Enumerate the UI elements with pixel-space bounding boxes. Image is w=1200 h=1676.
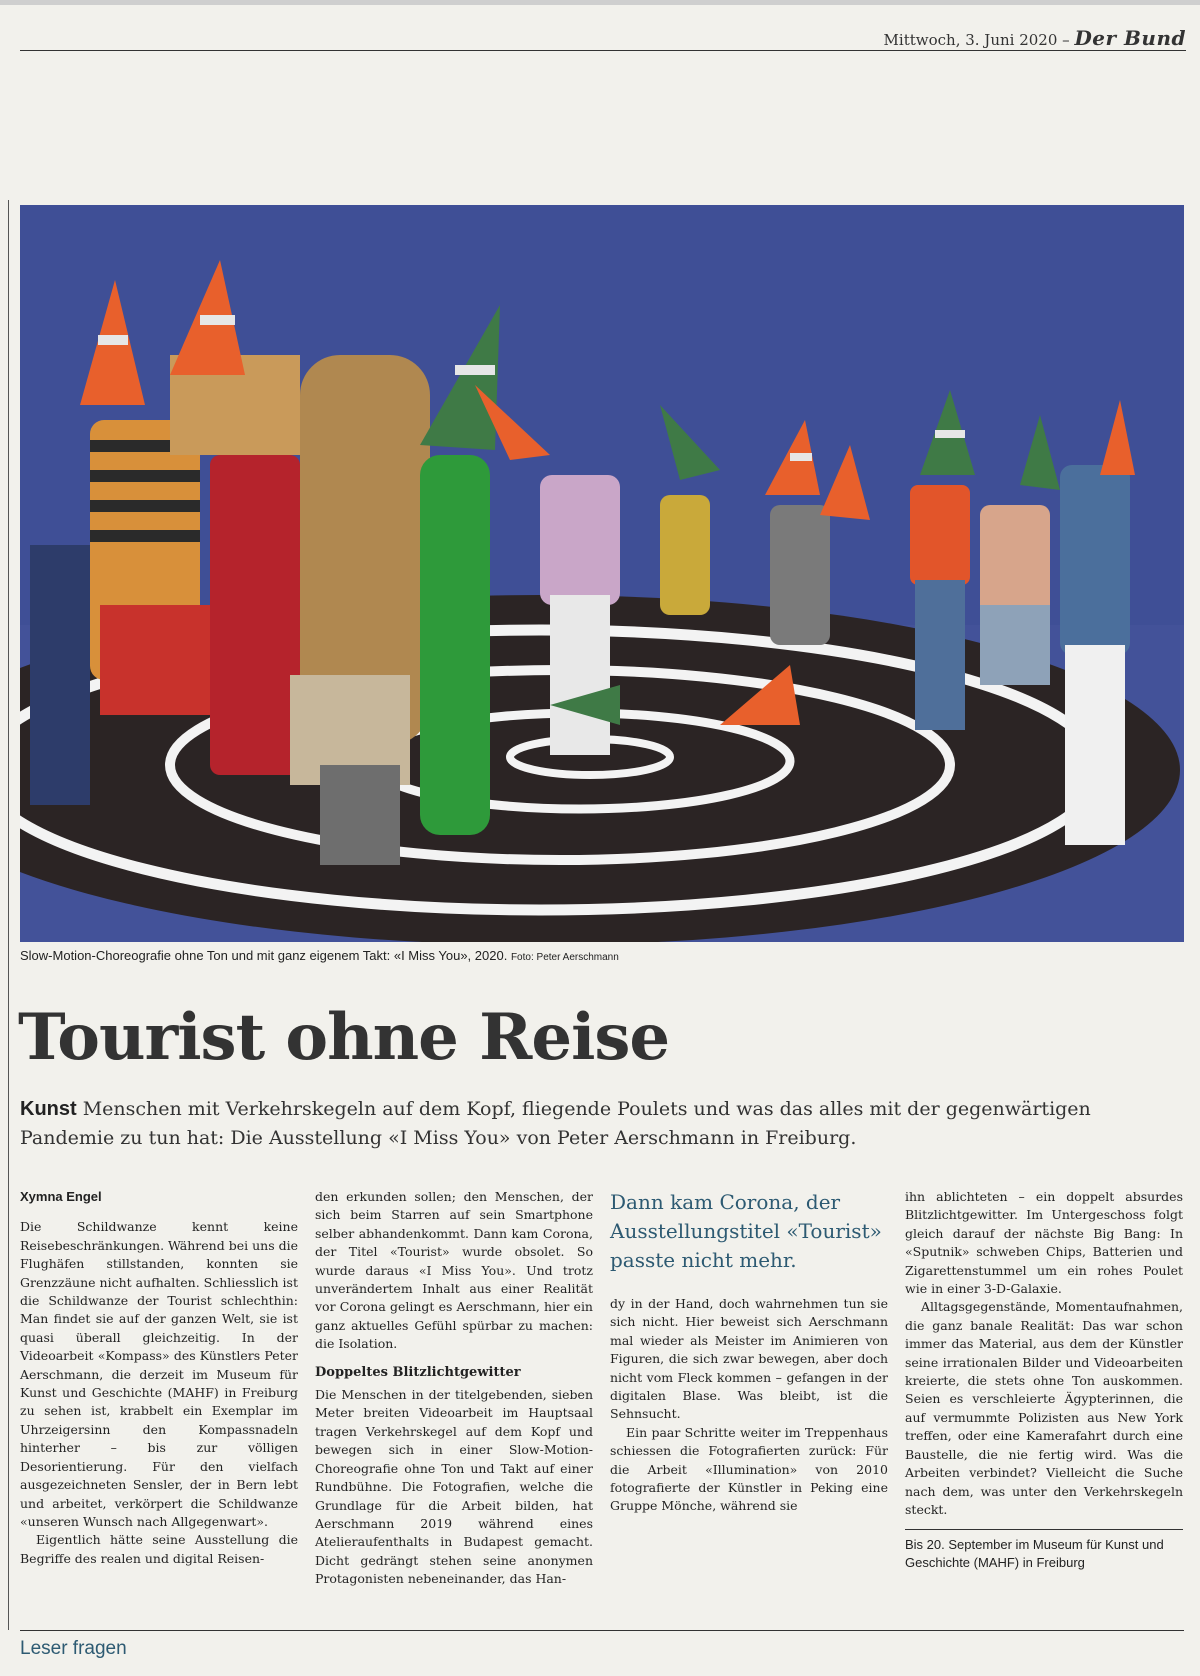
issue-date: Mittwoch, 3. Juni 2020 <box>883 31 1058 49</box>
header-dateline <box>884 26 1186 50</box>
figure-shirtless <box>980 505 1050 615</box>
article-headline: Tourist ohne Reise <box>18 1000 670 1075</box>
figure-green-suit <box>420 455 490 835</box>
next-section-label: Leser fragen <box>20 1638 127 1659</box>
article-column-4 <box>905 1188 1183 1572</box>
exhibition-info-box: Bis 20. September im Museum für Kunst und Geschichte (MAHF) in Freiburg <box>905 1529 1183 1572</box>
figure-red-tracksuit <box>210 455 300 775</box>
article-column-3 <box>610 1188 888 1516</box>
body-paragraph: Ein paar Schritte weiter im Treppenhaus schiessen die Fotografierten zurück: Für die Arbeit «Illumination» von 2010 fotografierte der Künstler in Peking eine Gruppe Mönche, während sie <box>610 1424 888 1514</box>
body-paragraph: Alltagsgegenstände, Momentaufnahmen, die ganz banale Realität: Das war schon immer das Material, aus dem der Künstler seine irrationalen Bilder und Videoarbeiten kreierte, die stets ohne Ton auskommen. Seien es verschleierte Ägypterinnen, die auf vermummte Polizisten aus New York treffen, oder eine Kamerafahrt durch eine Baustelle, die nie fertig wird. Was die Arbeiten verbindet? Vielleicht die Suche nach dem, was unter den Verkehrskegeln steckt. <box>905 1299 1183 1517</box>
article-column-1 <box>20 1188 298 1568</box>
article-photo <box>20 205 1184 942</box>
figure-grey-jacket <box>770 505 830 645</box>
body-paragraph: ihn ablichteten – ein doppelt absurdes Blitzlichtgewitter. Im Untergeschoss folgt gleich darauf der nächste Big Bang: In «Sputnik» schweben Chips, Batterien und Zigarettenstummel um ein rohes Poulet wie in einer 3-D-Galaxie. <box>905 1189 1183 1297</box>
article-subhead: Doppeltes Blitzlichtgewitter <box>315 1364 521 1380</box>
pull-quote: Dann kam Corona, der Ausstellungstitel «Tourist» passte nicht mehr. <box>610 1190 882 1272</box>
author-byline: Xymna Engel <box>20 1189 102 1204</box>
photo-credit: Foto: Peter Aerschmann <box>510 952 619 963</box>
caption-text: Slow-Motion-Choreografie ohne Ton und mit ganz eigenem Takt: «I Miss You», 2020. <box>20 948 508 963</box>
article-lead <box>20 1095 1160 1153</box>
body-paragraph: den erkunden sollen; den Menschen, der sich beim Starren auf sein Smartphone selber abhandenkommt. Dann kam Corona, der Titel «Tourist» wurde obsolet. So wurde daraus «I Miss You». Und trotz unverändertem Inhalt aus einer Realität vor Corona gelingt es Aerschmann, hier ein ganz aktuelles Gefühl spürbar zu machen: die Isolation. <box>315 1189 593 1352</box>
figure-lilac-shirt <box>540 475 620 605</box>
figure-gold-dress <box>660 495 710 615</box>
page-header <box>20 20 1186 51</box>
lead-text: Menschen mit Verkehrskegeln auf dem Kopf, fliegende Poulets und was das alles mit der gegenwärtigen Pandemie zu tun hat: Die Ausstellung «I Miss You» von Peter Aerschmann in Freiburg. <box>20 1098 1091 1149</box>
margin-rule <box>8 200 9 1630</box>
article-column-2 <box>315 1188 593 1589</box>
top-rule <box>0 0 1200 5</box>
body-paragraph: Die Menschen in der titelgebenden, sieben Meter breiten Videoarbeit im Hauptsaal tragen Verkehrskegel auf dem Kopf und bewegen sich in einer Slow-Motion-Choreografie ohne Ton und Takt auf einer Rundbühne. Die Fotografien, welche die Grundlage für die Arbeit bilden, hat Aerschmann 2019 während eines Atelieraufenthalts in Budapest gemacht. Dicht gedrängt stehen seine anonymen Protagonisten nebeneinander, das Han- <box>315 1387 593 1587</box>
section-kicker: Kunst <box>20 1098 77 1120</box>
footer-rule <box>20 1630 1184 1631</box>
figure-orange-shirt <box>910 485 970 585</box>
figure-denim-jacket <box>1060 465 1130 655</box>
body-paragraph: dy in der Hand, doch wahrnehmen tun sie sich nicht. Hier beweist sich Aerschmann mal wieder als Meister im Animieren von Figuren, die sich zwar bewegen, aber doch nicht vom Fleck kommen – gefangen in der digitalen Blase. Was bleibt, ist die Sehnsucht. <box>610 1296 888 1422</box>
body-paragraph: Die Schildwanze kennt keine Reisebeschränkungen. Während bei uns die Flughäfen stillstanden, konnten sie Grenzzäune nicht aufhalten. Schliesslich ist die Schildwanze der Tourist schlechthin: Man findet sie auf der ganzen Welt, sie ist quasi überall gleichzeitig. In der Videoarbeit «Kompass» des Künstlers Peter Aerschmann, die derzeit im Museum für Kunst und Geschichte (MAHF) in Freiburg zu sehen ist, krabbelt ein Exemplar im Uhrzeigersinn den Kompassnadeln hinterher – bis zur völligen Desorientierung. Für den vielfach ausgezeichneten Sensler, der in Bern lebt und arbeitet, verkörpert die Schildwanze «unseren Wunsch nach Allgegenwart». <box>20 1219 298 1529</box>
photo-illustration <box>20 205 1184 942</box>
header-separator: – <box>1062 31 1070 49</box>
body-paragraph: Eigentlich hätte seine Ausstellung die Begriffe des realen und digital Reisen- <box>20 1532 298 1566</box>
photo-caption <box>20 948 619 963</box>
newspaper-logo: Der Bund <box>1074 26 1186 50</box>
